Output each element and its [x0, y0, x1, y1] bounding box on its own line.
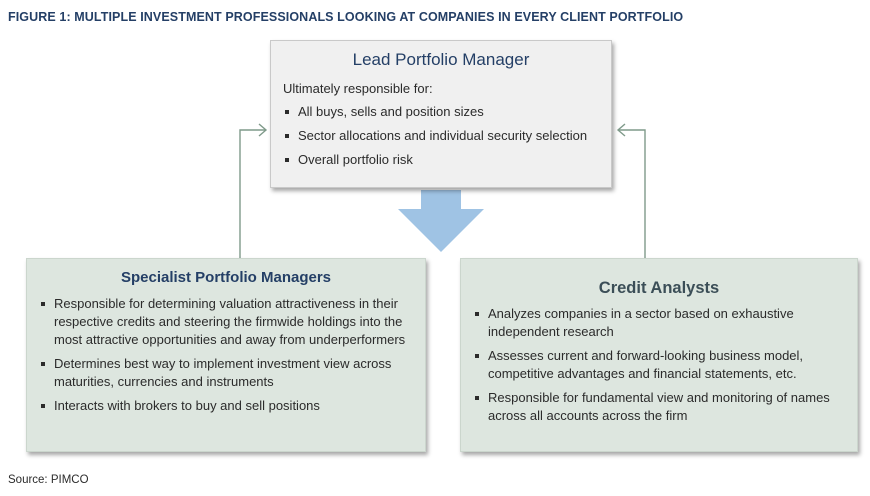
credit-box-title: Credit Analysts — [598, 279, 720, 297]
credit-analysts-box — [460, 258, 858, 452]
lead-box-title: Lead Portfolio Manager — [352, 50, 530, 69]
left-connector-line — [240, 130, 266, 258]
specialist-portfolio-managers-box — [26, 258, 426, 452]
lead-portfolio-manager-box — [270, 40, 612, 188]
lead-box-intro: Ultimately responsible for: — [283, 81, 433, 96]
down-arrow-icon — [398, 190, 484, 252]
list-item: Analyzes companies in a sector based on exhaustive independent research — [474, 305, 849, 341]
right-connector-line — [618, 130, 645, 258]
lead-responsibility-list — [284, 103, 604, 175]
list-item: All buys, sells and position sizes — [284, 103, 604, 121]
specialist-responsibility-list — [40, 295, 418, 421]
list-item: Interacts with brokers to buy and sell positions — [40, 397, 418, 415]
list-item: Assesses current and forward-looking business model, competitive advantages and financial statements, etc. — [474, 347, 849, 383]
figure-title: FIGURE 1: MULTIPLE INVESTMENT PROFESSIONALS LOOKING AT COMPANIES IN EVERY CLIENT PORTFOLIO — [8, 10, 684, 24]
list-item: Sector allocations and individual security selection — [284, 127, 604, 145]
list-item: Responsible for determining valuation attractiveness in their respective credits and steering the firmwide holdings into the most attractive opportunities and away from underperformers — [40, 295, 418, 349]
list-item: Determines best way to implement investment view across maturities, currencies and instruments — [40, 355, 418, 391]
source-note: Source: PIMCO — [8, 474, 89, 486]
list-item: Responsible for fundamental view and monitoring of names across all accounts across the firm — [474, 389, 849, 425]
list-item: Overall portfolio risk — [284, 151, 604, 169]
credit-responsibility-list — [474, 305, 849, 431]
specialist-box-title: Specialist Portfolio Managers — [120, 269, 332, 286]
